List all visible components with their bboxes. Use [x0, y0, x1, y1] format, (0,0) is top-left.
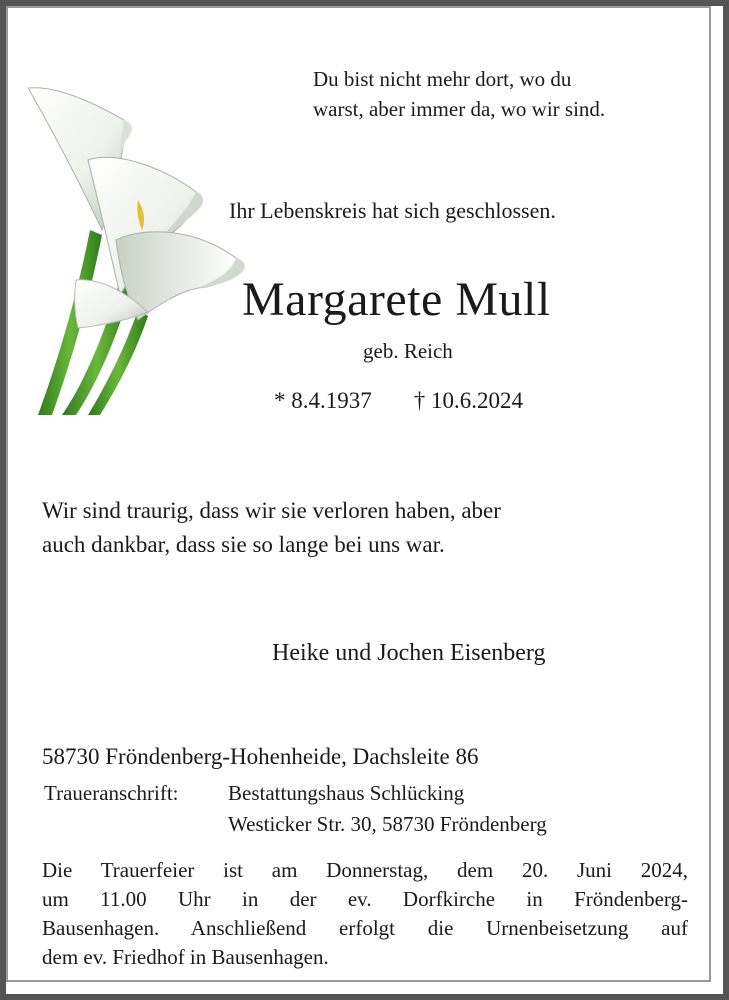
mourning-address-line-1: Bestattungshaus Schlücking: [228, 781, 465, 805]
farewell-text: [42, 494, 682, 562]
farewell-line-2: auch dankbar, dass sie so lange bei uns war.: [42, 532, 445, 557]
life-dates: [274, 388, 523, 414]
ceremony-line-4: dem ev. Friedhof in Bausenhagen.: [42, 945, 329, 969]
death-date: † 10.6.2024: [413, 388, 523, 413]
ceremony-line-1: Die Trauerfeier ist am Donnerstag, dem 20. Juni 2024,: [42, 858, 688, 882]
family-names: Heike und Jochen Eisenberg: [272, 640, 546, 666]
quote-line-1: Du bist nicht mehr dort, wo du: [313, 67, 572, 91]
deceased-name: Margarete Mull: [242, 273, 551, 326]
birth-name: geb. Reich: [363, 339, 453, 363]
farewell-line-1: Wir sind traurig, dass wir sie verloren haben, aber: [42, 498, 501, 523]
family-address: 58730 Fröndenberg-Hohenheide, Dachsleite 86: [42, 744, 479, 769]
birth-date: * 8.4.1937: [274, 388, 372, 413]
ceremony-line-3: Bausenhagen. Anschließend erfolgt die Urnenbeisetzung auf: [42, 916, 688, 940]
mourning-address-line-2: Westicker Str. 30, 58730 Fröndenberg: [228, 812, 547, 836]
quote-line-2: warst, aber immer da, wo wir sind.: [313, 97, 606, 121]
ceremony-info: [42, 856, 688, 972]
calla-lily-icon: [28, 80, 253, 415]
intro-text: Ihr Lebenskreis hat sich geschlossen.: [229, 198, 556, 223]
quote: [313, 64, 703, 124]
mourning-address-label: Traueranschrift:: [44, 781, 179, 805]
ceremony-line-2: um 11.00 Uhr in der ev. Dorfkirche in Fröndenberg-: [42, 887, 688, 911]
